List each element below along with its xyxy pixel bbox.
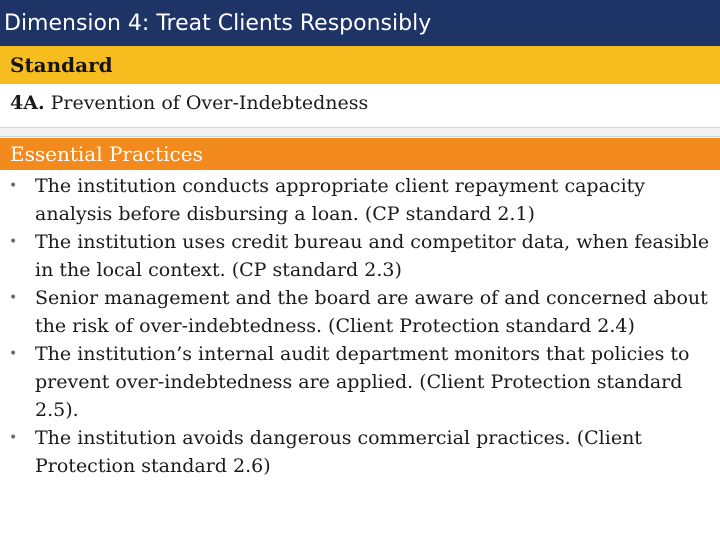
bullet-icon: • bbox=[9, 430, 18, 446]
section-divider bbox=[0, 127, 720, 137]
standard-code: 4A. bbox=[10, 92, 45, 114]
essential-practices-heading: Essential Practices bbox=[10, 142, 203, 166]
practice-text: Senior management and the board are aware of and concerned about the risk of over-indebtedness. (Client Protection standard 2.4) bbox=[35, 287, 708, 337]
practice-item bbox=[0, 228, 720, 284]
standard-row bbox=[10, 88, 368, 118]
practice-item bbox=[0, 284, 720, 340]
practice-item bbox=[0, 172, 720, 228]
practice-item bbox=[0, 340, 720, 424]
essential-practices-header-bar bbox=[0, 138, 720, 170]
bullet-icon: • bbox=[9, 234, 18, 250]
standard-heading: Standard bbox=[10, 53, 113, 77]
essential-practices-list bbox=[0, 172, 720, 480]
page-title: Dimension 4: Treat Clients Responsibly bbox=[4, 10, 432, 36]
practice-text: The institution avoids dangerous commercial practices. (Client Protection standard 2.6) bbox=[35, 427, 642, 477]
practice-text: The institution conducts appropriate client repayment capacity analysis before disbursing a loan. (CP standard 2.1) bbox=[35, 175, 646, 225]
bullet-icon: • bbox=[9, 178, 18, 194]
practice-text: The institution’s internal audit department monitors that policies to prevent over-indebtedness are applied. (Client Protection standard 2.5). bbox=[35, 343, 690, 421]
standard-text: Prevention of Over-Indebtedness bbox=[50, 92, 369, 114]
standard-header-bar bbox=[0, 46, 720, 84]
bullet-icon: • bbox=[9, 346, 18, 362]
practice-item bbox=[0, 424, 720, 480]
title-bar bbox=[0, 0, 720, 46]
bullet-icon: • bbox=[9, 290, 18, 306]
practice-text: The institution uses credit bureau and competitor data, when feasible in the local context. (CP standard 2.3) bbox=[35, 231, 710, 281]
